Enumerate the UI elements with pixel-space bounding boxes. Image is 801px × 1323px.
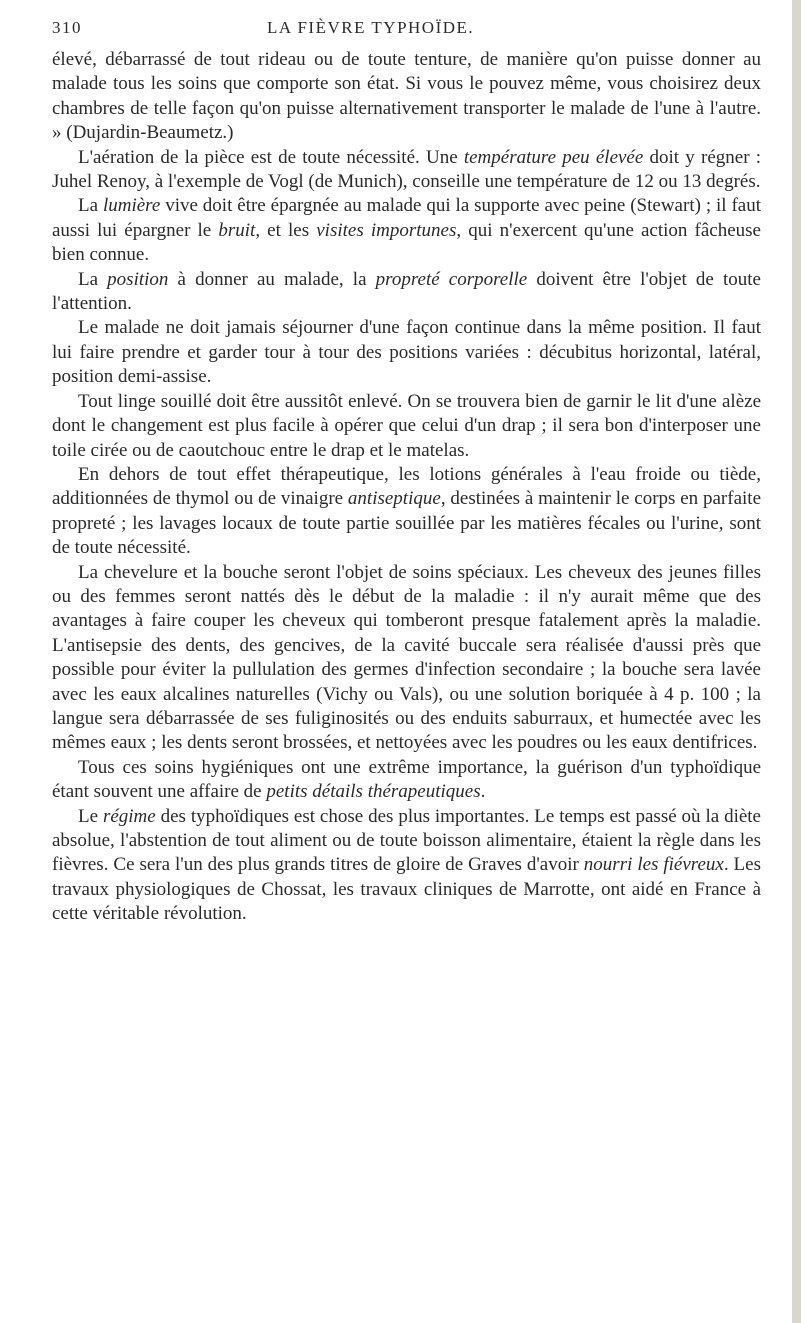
italic-text: position <box>107 268 169 290</box>
paragraph <box>52 756 761 805</box>
paragraph <box>52 463 761 561</box>
text-run: , et les <box>255 219 317 241</box>
text-run: En dehors de tout effet thérapeutique, les lotions générales à l'eau froide ou tiède, additionnées de thymol ou de vinaigre <box>52 463 761 510</box>
page-number: 310 <box>52 18 82 37</box>
text-run: vive doit être épargnée au malade qui la supporte avec peine (Stewart) ; il faut aussi lui épargner le <box>52 195 762 241</box>
text-run: doit y régner : Juhel Renoy, à l'exemple de Vogl (de Munich), conseille une température de 12 ou 13 degrés. <box>52 146 762 193</box>
paragraph <box>52 316 761 389</box>
text-run: Le <box>78 805 103 827</box>
text-run: à donner au malade, la <box>168 268 376 290</box>
text-run: , destinées à maintenir le corps en parfaite propreté ; les lavages locaux de toute partie souillée par les matières fécales ou l'urine, sont de toute nécessité. <box>52 488 762 559</box>
text-run: . Les travaux physiologiques de Chossat, les travaux cliniques de Marrotte, ont aidé en France à cette véritable révolution. <box>52 854 761 925</box>
italic-text: régime <box>102 805 156 827</box>
paragraph <box>52 146 761 195</box>
running-title: LA FIÈVRE TYPHOÏDE. <box>267 18 475 37</box>
text-run: Tout linge souillé doit être aussitôt enlevé. On se trouvera bien de garnir le lit d'une alèze dont le changement est plus facile à opérer que celui d'un drap ; il sera bon d'interposer une toile cirée ou de caoutchouc entre le drap et le matelas. <box>52 390 761 461</box>
page-edge <box>792 0 801 1323</box>
italic-text: visites importunes <box>316 219 457 241</box>
italic-text: lumière <box>102 195 161 217</box>
text-run: doivent être l'objet de toute l'attention. <box>52 268 761 315</box>
paragraph <box>52 194 761 267</box>
text-run: Tous ces soins hygiéniques ont une extrême importance, la guérison d'un typhoïdique étant souvent une affaire de <box>52 756 761 803</box>
italic-text: propreté corporelle <box>375 268 528 290</box>
text-run: . <box>480 781 486 803</box>
paragraph <box>52 390 761 463</box>
italic-text: antiseptique <box>347 488 441 510</box>
text-run: La <box>78 195 103 217</box>
paragraph <box>52 268 761 317</box>
italic-text: petits détails thérapeutiques <box>266 781 481 803</box>
italic-text: nourri les fiévreux <box>583 854 724 876</box>
text-run: , qui n'exercent qu'une action fâcheuse bien connue. <box>52 219 761 266</box>
text-run: des typhoïdiques est chose des plus importantes. Le temps est passé où la diète absolue, l'abstention de tout aliment ou de toute boisson alimentaire, étaient la règle dans les fièvres. Ce sera l'un des plus grands titres de gloire de Graves d'avoir <box>52 805 761 876</box>
text-run: La <box>78 268 108 290</box>
text-run: L'aération de la pièce est de toute nécessité. Une <box>78 146 464 168</box>
italic-text: température peu élevée <box>463 146 644 168</box>
italic-text: bruit <box>218 219 256 241</box>
paragraph <box>52 805 761 927</box>
paragraph <box>52 48 761 146</box>
body-text <box>52 48 761 927</box>
text-run: Le malade ne doit jamais séjourner d'une façon continue dans la même position. Il faut lui faire prendre et garder tour à tour des positions variées : décubitus horizontal, latéral, position demi-assise. <box>52 317 761 388</box>
paragraph <box>52 561 761 756</box>
page-header <box>52 18 761 48</box>
text-run: élevé, débarrassé de tout rideau ou de toute tenture, de manière qu'on puisse donner au malade tous les soins que comporte son état. Si vous le pouvez même, vous choisirez deux chambres de telle façon qu'on puisse alternativement transporter le malade de l'une à l'autre. » (Dujardin-Beaumetz.) <box>52 49 761 144</box>
text-run: La chevelure et la bouche seront l'objet de soins spéciaux. Les cheveux des jeunes filles ou des femmes seront nattés dès le début de la maladie : il n'y aurait même que des avantages à faire couper les cheveux qui tomberont presque fatalement après la maladie. L'antisepsie des dents, des gencives, de la cavité buccale sera réalisée d'aussi près que possible pour éviter la pullulation des germes d'infection secondaire ; la bouche sera lavée avec les eaux alcalines naturelles (Vichy ou Vals), ou une solution boriquée à 4 p. 100 ; la langue sera débarrassée de ses fuliginosités ou des enduits saburraux, et humectée avec les mêmes eaux ; les dents seront brossées, et nettoyées avec les poudres ou les eaux dentifrices. <box>52 561 761 754</box>
